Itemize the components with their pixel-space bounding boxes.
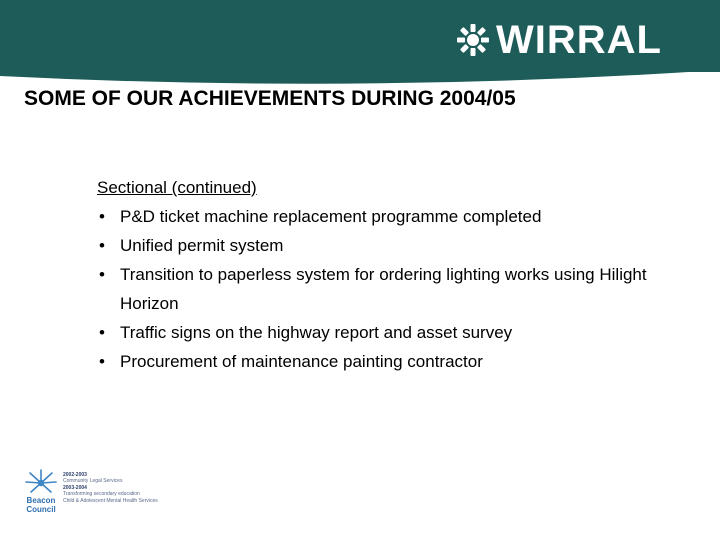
bullet-list [97, 202, 677, 376]
badge-award: Transforming secondary education [63, 491, 140, 498]
beacon-council-logo-icon [22, 468, 60, 516]
bullet-text: Procurement of maintenance painting contractor [120, 352, 483, 371]
bullet-item [97, 347, 677, 376]
bullet-text: Transition to paperless system for ordering lighting works using Hilight Horizon [120, 265, 647, 313]
wirral-logo [456, 18, 662, 62]
bullet-text: Unified permit system [120, 236, 284, 255]
badge-year: 2002-2003 [63, 472, 87, 478]
beacon-council-badge [22, 468, 172, 516]
bullet-dot-icon: • [99, 236, 105, 255]
badge-year: 2003-2004 [63, 484, 87, 491]
bullet-dot-icon: • [99, 265, 105, 284]
badge-name-line1: Beacon [26, 496, 56, 505]
bullet-item [97, 231, 677, 260]
wirral-logo-icon [456, 23, 490, 57]
bullet-text: Traffic signs on the highway report and asset survey [120, 323, 513, 342]
logo-text: WIRRAL [496, 18, 662, 62]
bullet-dot-icon: • [99, 207, 105, 226]
bullet-item [97, 202, 677, 231]
bullet-item [97, 260, 677, 318]
badge-name-line2: Council [26, 505, 56, 514]
bullet-text: P&D ticket machine replacement programme completed [120, 207, 542, 226]
slide-body [97, 173, 677, 376]
section-heading: Sectional (continued) [97, 178, 257, 197]
badge-award: Child & Adolescent Mental Health Services [63, 497, 158, 504]
bullet-item [97, 318, 677, 347]
bullet-dot-icon: • [99, 323, 105, 342]
badge-award-text [63, 472, 175, 504]
badge-award: Community Legal Services [63, 478, 123, 485]
bullet-dot-icon: • [99, 352, 105, 371]
slide-title: SOME OF OUR ACHIEVEMENTS DURING 2004/05 [24, 87, 516, 110]
